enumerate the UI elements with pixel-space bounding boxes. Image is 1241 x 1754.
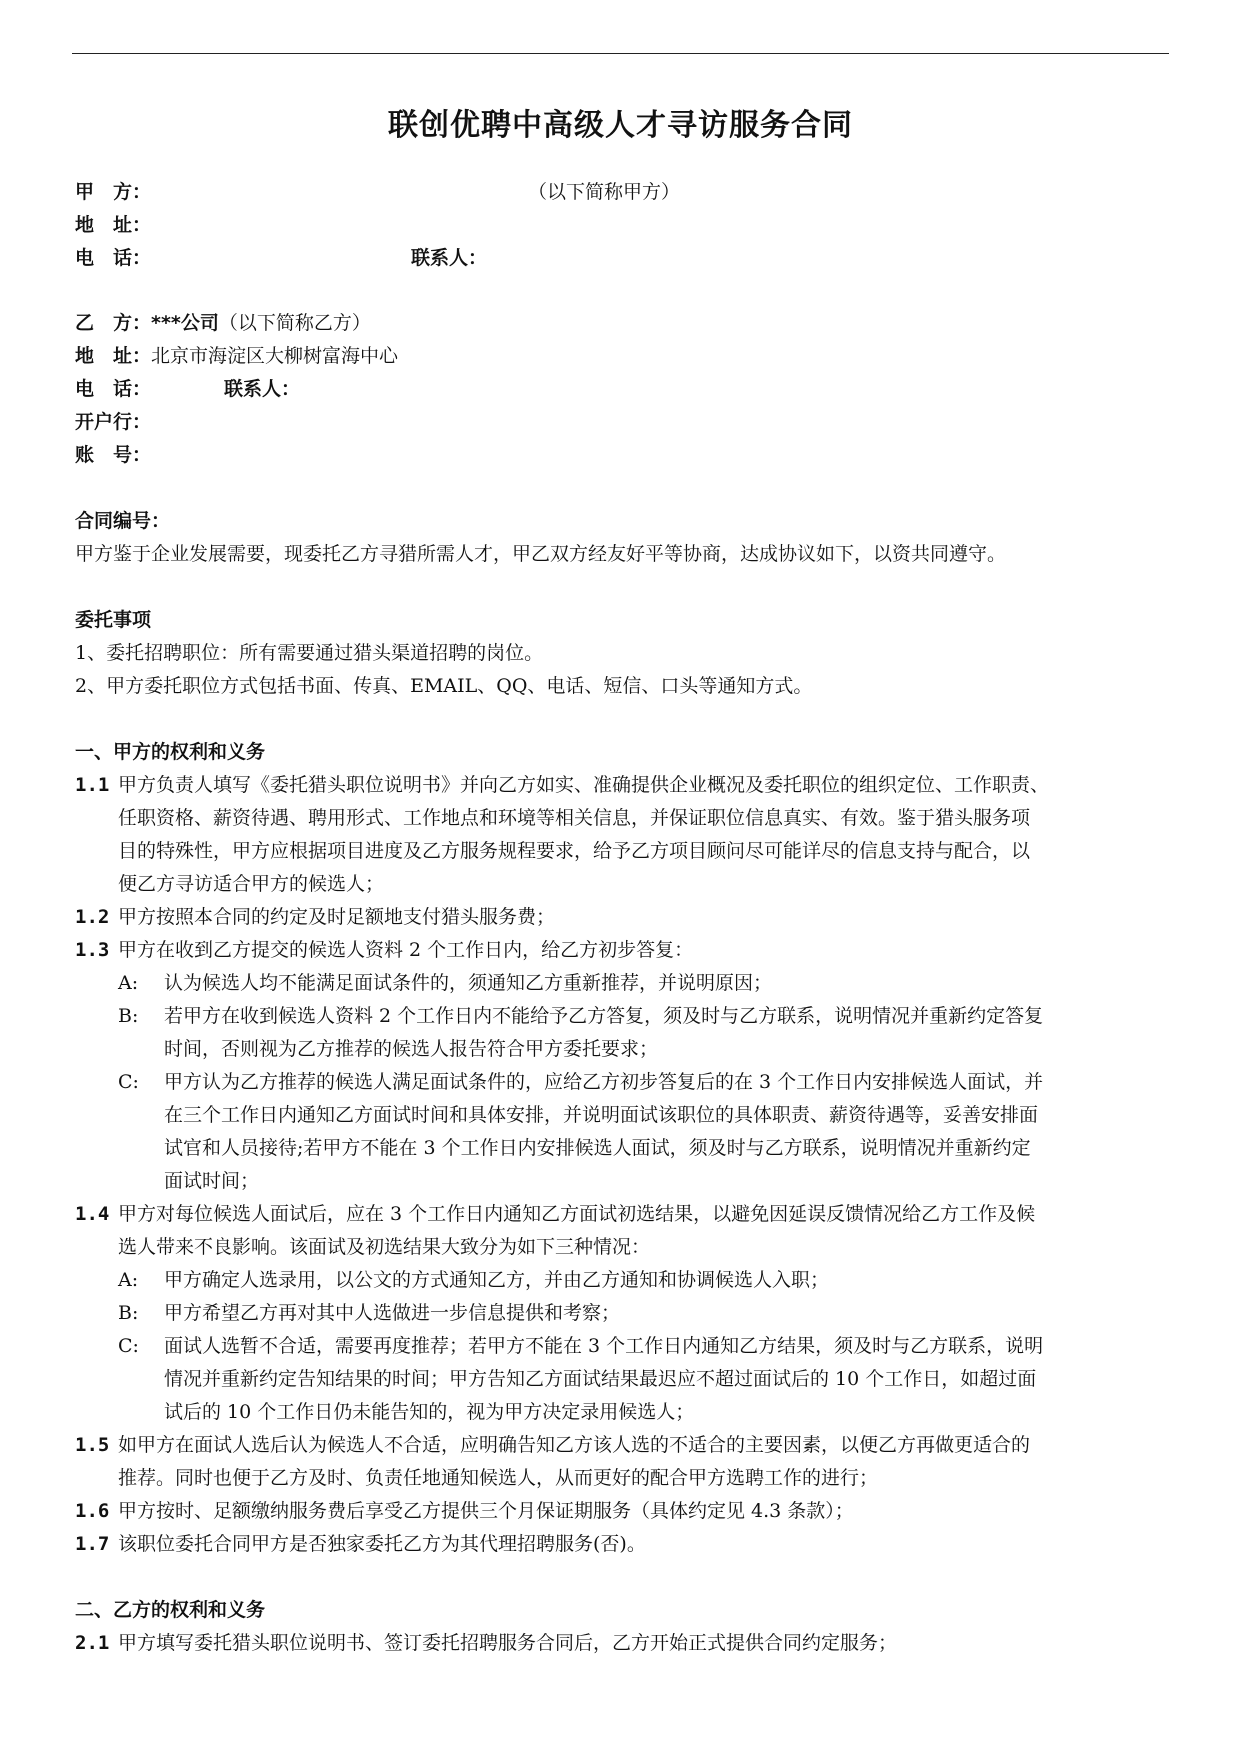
party-b-name-row	[75, 311, 371, 335]
sub-item-label: C:	[118, 1071, 139, 1093]
clause-1-3-text: 甲方在收到乙方提交的候选人资料 2 个工作日内，给乙方初步答复：	[118, 939, 694, 961]
party-b-name-label: 乙 方：	[75, 312, 152, 334]
party-b-bank-label: 开户行：	[75, 411, 152, 433]
clause-number: 1.6	[75, 1500, 110, 1522]
clause-number: 1.2	[75, 906, 110, 928]
party-a-contact-label: 联系人：	[411, 247, 488, 269]
entrust-heading: 委托事项	[75, 609, 152, 631]
clause-1-1-line: 便乙方寻访适合甲方的候选人；	[118, 873, 385, 895]
clause-1-2-text: 甲方按照本合同的约定及时足额地支付猎头服务费；	[118, 906, 556, 928]
clause-1-1-line: 目的特殊性，甲方应根据项目进度及乙方服务规程要求，给予乙方项目顾问尽可能详尽的信息支持与配合，以	[118, 840, 1031, 862]
clause-1-1-line: 甲方负责人填写《委托猎头职位说明书》并向乙方如实、准确提供企业概况及委托职位的组织定位、工作职责、	[118, 774, 1050, 796]
clause-1-3-b-line: 时间，否则视为乙方推荐的候选人报告符合甲方委托要求；	[164, 1038, 659, 1060]
clause-1-4-line: 甲方对每位候选人面试后，应在 3 个工作日内通知乙方面试初选结果，以避免因延误反馈情况给乙方工作及候	[118, 1203, 1036, 1225]
clause-1-3-a-text: 认为候选人均不能满足面试条件的，须通知乙方重新推荐，并说明原因；	[164, 972, 773, 994]
section2-heading: 二、乙方的权利和义务	[75, 1599, 266, 1621]
clause-number: 1.3	[75, 939, 110, 961]
section1-heading: 一、甲方的权利和义务	[75, 741, 266, 763]
clause-2-1-text: 甲方填写委托猎头职位说明书、签订委托招聘服务合同后，乙方开始正式提供合同约定服务；	[118, 1632, 898, 1654]
clause-number: 1.7	[75, 1533, 110, 1555]
party-a-name-note: （以下简称甲方）	[528, 181, 681, 203]
clause-1-3-c-line: 甲方认为乙方推荐的候选人满足面试条件的，应给乙方初步答复后的在 3 个工作日内安排候选人面试，并	[164, 1071, 1044, 1093]
party-b-account-label: 账 号：	[75, 444, 152, 466]
clause-number: 1.1	[75, 774, 110, 796]
party-a-address-label: 地 址：	[75, 214, 152, 236]
clause-1-7-text: 该职位委托合同甲方是否独家委托乙方为其代理招聘服务(否)。	[118, 1533, 646, 1555]
party-b-name-note: （以下简称乙方）	[218, 312, 371, 334]
sub-item-label: B:	[118, 1302, 139, 1324]
clause-1-4-a-text: 甲方确定人选录用，以公文的方式通知乙方，并由乙方通知和协调候选人入职；	[164, 1269, 830, 1291]
party-b-address-row	[75, 344, 398, 368]
header-rule	[72, 53, 1169, 54]
sub-item-label: C:	[118, 1335, 139, 1357]
clause-1-3-c-line: 试官和人员接待;若甲方不能在 3 个工作日内安排候选人面试，须及时与乙方联系，说明情况并重新约定	[164, 1137, 1031, 1159]
clause-1-4-c-line: 面试人选暂不合适，需要再度推荐；若甲方不能在 3 个工作日内通知乙方结果，须及时与乙方联系，说明	[164, 1335, 1044, 1357]
party-a-name-label: 甲 方：	[75, 181, 152, 203]
sub-item-label: A:	[118, 1269, 139, 1291]
clause-number: 1.5	[75, 1434, 110, 1456]
clause-1-3-b-line: 若甲方在收到候选人资料 2 个工作日内不能给予乙方答复，须及时与乙方联系，说明情况并重新约定答复	[164, 1005, 1044, 1027]
clause-1-5-line: 如甲方在面试人选后认为候选人不合适，应明确告知乙方该人选的不适合的主要因素，以便乙方再做更适合的	[118, 1434, 1031, 1456]
clause-1-6-text: 甲方按时、足额缴纳服务费后享受乙方提供三个月保证期服务（具体约定见 4.3 条款）；	[118, 1500, 854, 1522]
sub-item-label: A:	[118, 972, 139, 994]
entrust-item: 1、委托招聘职位：所有需要通过猎头渠道招聘的岗位。	[75, 642, 544, 664]
entrust-item: 2、甲方委托职位方式包括书面、传真、EMAIL、QQ、电话、短信、口头等通知方式。	[75, 675, 813, 697]
preamble: 甲方鉴于企业发展需要，现委托乙方寻猎所需人才，甲乙双方经友好平等协商，达成协议如下，以资共同遵守。	[75, 543, 1007, 565]
clause-1-4-c-line: 情况并重新约定告知结果的时间；甲方告知乙方面试结果最迟应不超过面试后的 10 个工作日，如超过面	[164, 1368, 1037, 1390]
clause-1-4-c-line: 试后的 10 个工作日仍未能告知的，视为甲方决定录用候选人；	[164, 1401, 695, 1423]
contract-title: 联创优聘中高级人才寻访服务合同	[388, 108, 853, 143]
clause-1-4-b-text: 甲方希望乙方再对其中人选做进一步信息提供和考察；	[164, 1302, 621, 1324]
sub-item-label: B:	[118, 1005, 139, 1027]
clause-number: 1.4	[75, 1203, 110, 1225]
clause-number: 2.1	[75, 1632, 110, 1654]
party-b-address-label: 地 址：	[75, 345, 152, 367]
clause-1-3-c-line: 面试时间；	[164, 1170, 260, 1192]
party-a-phone-label: 电 话：	[75, 247, 152, 269]
clause-1-3-c-line: 在三个工作日内通知乙方面试时间和具体安排，并说明面试该职位的具体职责、薪资待遇等，妥善安排面	[164, 1104, 1039, 1126]
party-b-phone-label: 电 话：	[75, 378, 152, 400]
party-b-address-value: 北京市海淀区大柳树富海中心	[151, 345, 399, 367]
contract-no-label: 合同编号：	[75, 510, 171, 532]
clause-1-4-line: 选人带来不良影响。该面试及初选结果大致分为如下三种情况：	[118, 1236, 651, 1258]
clause-1-5-line: 推荐。同时也便于乙方及时、负责任地通知候选人，从而更好的配合甲方选聘工作的进行；	[118, 1467, 879, 1489]
party-b-contact-label: 联系人：	[224, 378, 301, 400]
party-b-name-value: ***公司	[151, 312, 219, 334]
clause-1-1-line: 任职资格、薪资待遇、聘用形式、工作地点和环境等相关信息，并保证职位信息真实、有效。鉴于猎头服务项	[118, 807, 1031, 829]
